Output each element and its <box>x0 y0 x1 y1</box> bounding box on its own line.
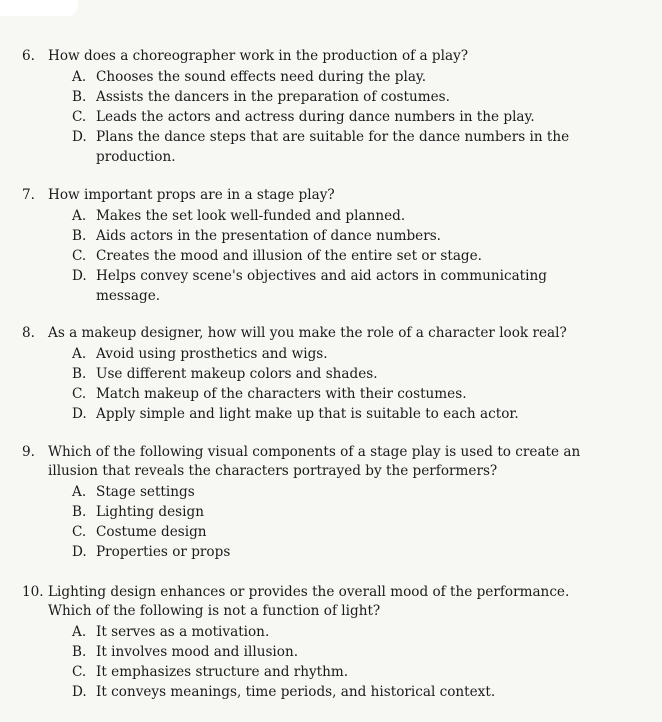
option-b[interactable] <box>22 642 637 662</box>
question-text-continued: Which of the following is not a function of light? <box>48 603 381 619</box>
option-a[interactable] <box>22 206 637 226</box>
option-text: Lighting design <box>96 504 204 520</box>
option-letter: C. <box>72 664 87 680</box>
option-letter: D. <box>72 684 87 700</box>
option-text: Stage settings <box>96 484 195 500</box>
option-text: Use different makeup colors and shades. <box>96 366 378 382</box>
option-letter: A. <box>72 69 87 85</box>
scan-smudge <box>0 0 78 16</box>
option-d[interactable] <box>22 404 637 424</box>
option-b[interactable] <box>22 87 637 107</box>
question-6 <box>22 47 637 167</box>
option-text: It serves as a motivation. <box>96 624 270 640</box>
question-number: 8. <box>22 325 35 341</box>
question-9 <box>22 443 637 562</box>
option-letter: B. <box>72 644 87 660</box>
option-text-continued: message. <box>96 288 161 304</box>
option-letter: B. <box>72 228 87 244</box>
option-text: Costume design <box>96 524 207 540</box>
option-list <box>22 206 637 306</box>
option-letter: A. <box>72 346 87 362</box>
question-number: 9. <box>22 444 35 460</box>
option-text: Match makeup of the characters with their costumes. <box>96 386 467 402</box>
option-c[interactable] <box>22 107 637 127</box>
option-a[interactable] <box>22 344 637 364</box>
option-list <box>22 67 637 167</box>
option-letter: A. <box>72 484 87 500</box>
option-text: Properties or props <box>96 544 231 560</box>
option-b[interactable] <box>22 364 637 384</box>
question-stem <box>22 324 637 343</box>
option-letter: C. <box>72 109 87 125</box>
question-stem <box>22 443 637 481</box>
option-letter: D. <box>72 544 87 560</box>
question-number: 10. <box>22 584 44 600</box>
question-text: Lighting design enhances or provides the overall mood of the performance. <box>48 584 570 600</box>
question-stem <box>22 186 637 205</box>
question-number: 7. <box>22 187 35 203</box>
option-c[interactable] <box>22 662 637 682</box>
option-b[interactable] <box>22 226 637 246</box>
question-text-continued: illusion that reveals the characters portrayed by the performers? <box>48 463 498 479</box>
option-letter: B. <box>72 366 87 382</box>
option-letter: A. <box>72 624 87 640</box>
option-text: Apply simple and light make up that is suitable to each actor. <box>96 406 519 422</box>
option-text: It conveys meanings, time periods, and historical context. <box>96 684 496 700</box>
question-stem <box>22 583 637 621</box>
option-letter: C. <box>72 248 87 264</box>
option-letter: D. <box>72 406 87 422</box>
option-c[interactable] <box>22 246 637 266</box>
option-text: It involves mood and illusion. <box>96 644 299 660</box>
option-text: It emphasizes structure and rhythm. <box>96 664 349 680</box>
option-a[interactable] <box>22 482 637 502</box>
question-stem <box>22 47 637 66</box>
option-a[interactable] <box>22 67 637 87</box>
question-7 <box>22 186 637 306</box>
option-c[interactable] <box>22 522 637 542</box>
question-text: How does a choreographer work in the production of a play? <box>48 48 469 64</box>
option-text: Assists the dancers in the preparation of costumes. <box>96 89 450 105</box>
option-text: Plans the dance steps that are suitable for the dance numbers in the <box>96 129 570 145</box>
option-letter: C. <box>72 386 87 402</box>
option-text: Chooses the sound effects need during the play. <box>96 69 427 85</box>
option-text-continued: production. <box>96 149 176 165</box>
question-text: As a makeup designer, how will you make the role of a character look real? <box>48 325 567 341</box>
option-letter: D. <box>72 129 87 145</box>
question-10 <box>22 583 637 702</box>
option-text: Aids actors in the presentation of dance numbers. <box>96 228 442 244</box>
option-text: Makes the set look well-funded and planned. <box>96 208 406 224</box>
option-d[interactable] <box>22 682 637 702</box>
option-text: Leads the actors and actress during dance numbers in the play. <box>96 109 535 125</box>
option-list <box>22 482 637 562</box>
option-text: Helps convey scene's objectives and aid actors in communicating <box>96 268 547 284</box>
option-letter: C. <box>72 524 87 540</box>
option-c[interactable] <box>22 384 637 404</box>
option-d[interactable] <box>22 127 637 167</box>
option-letter: D. <box>72 268 87 284</box>
option-list <box>22 344 637 424</box>
option-d[interactable] <box>22 542 637 562</box>
option-letter: B. <box>72 89 87 105</box>
option-text: Avoid using prosthetics and wigs. <box>96 346 328 362</box>
option-text: Creates the mood and illusion of the entire set or stage. <box>96 248 482 264</box>
option-list <box>22 622 637 702</box>
question-text: How important props are in a stage play? <box>48 187 335 203</box>
question-8 <box>22 324 637 424</box>
option-d[interactable] <box>22 266 637 306</box>
question-text: Which of the following visual components of a stage play is used to create an <box>48 444 581 460</box>
question-number: 6. <box>22 48 35 64</box>
option-a[interactable] <box>22 622 637 642</box>
option-letter: B. <box>72 504 87 520</box>
option-letter: A. <box>72 208 87 224</box>
option-b[interactable] <box>22 502 637 522</box>
